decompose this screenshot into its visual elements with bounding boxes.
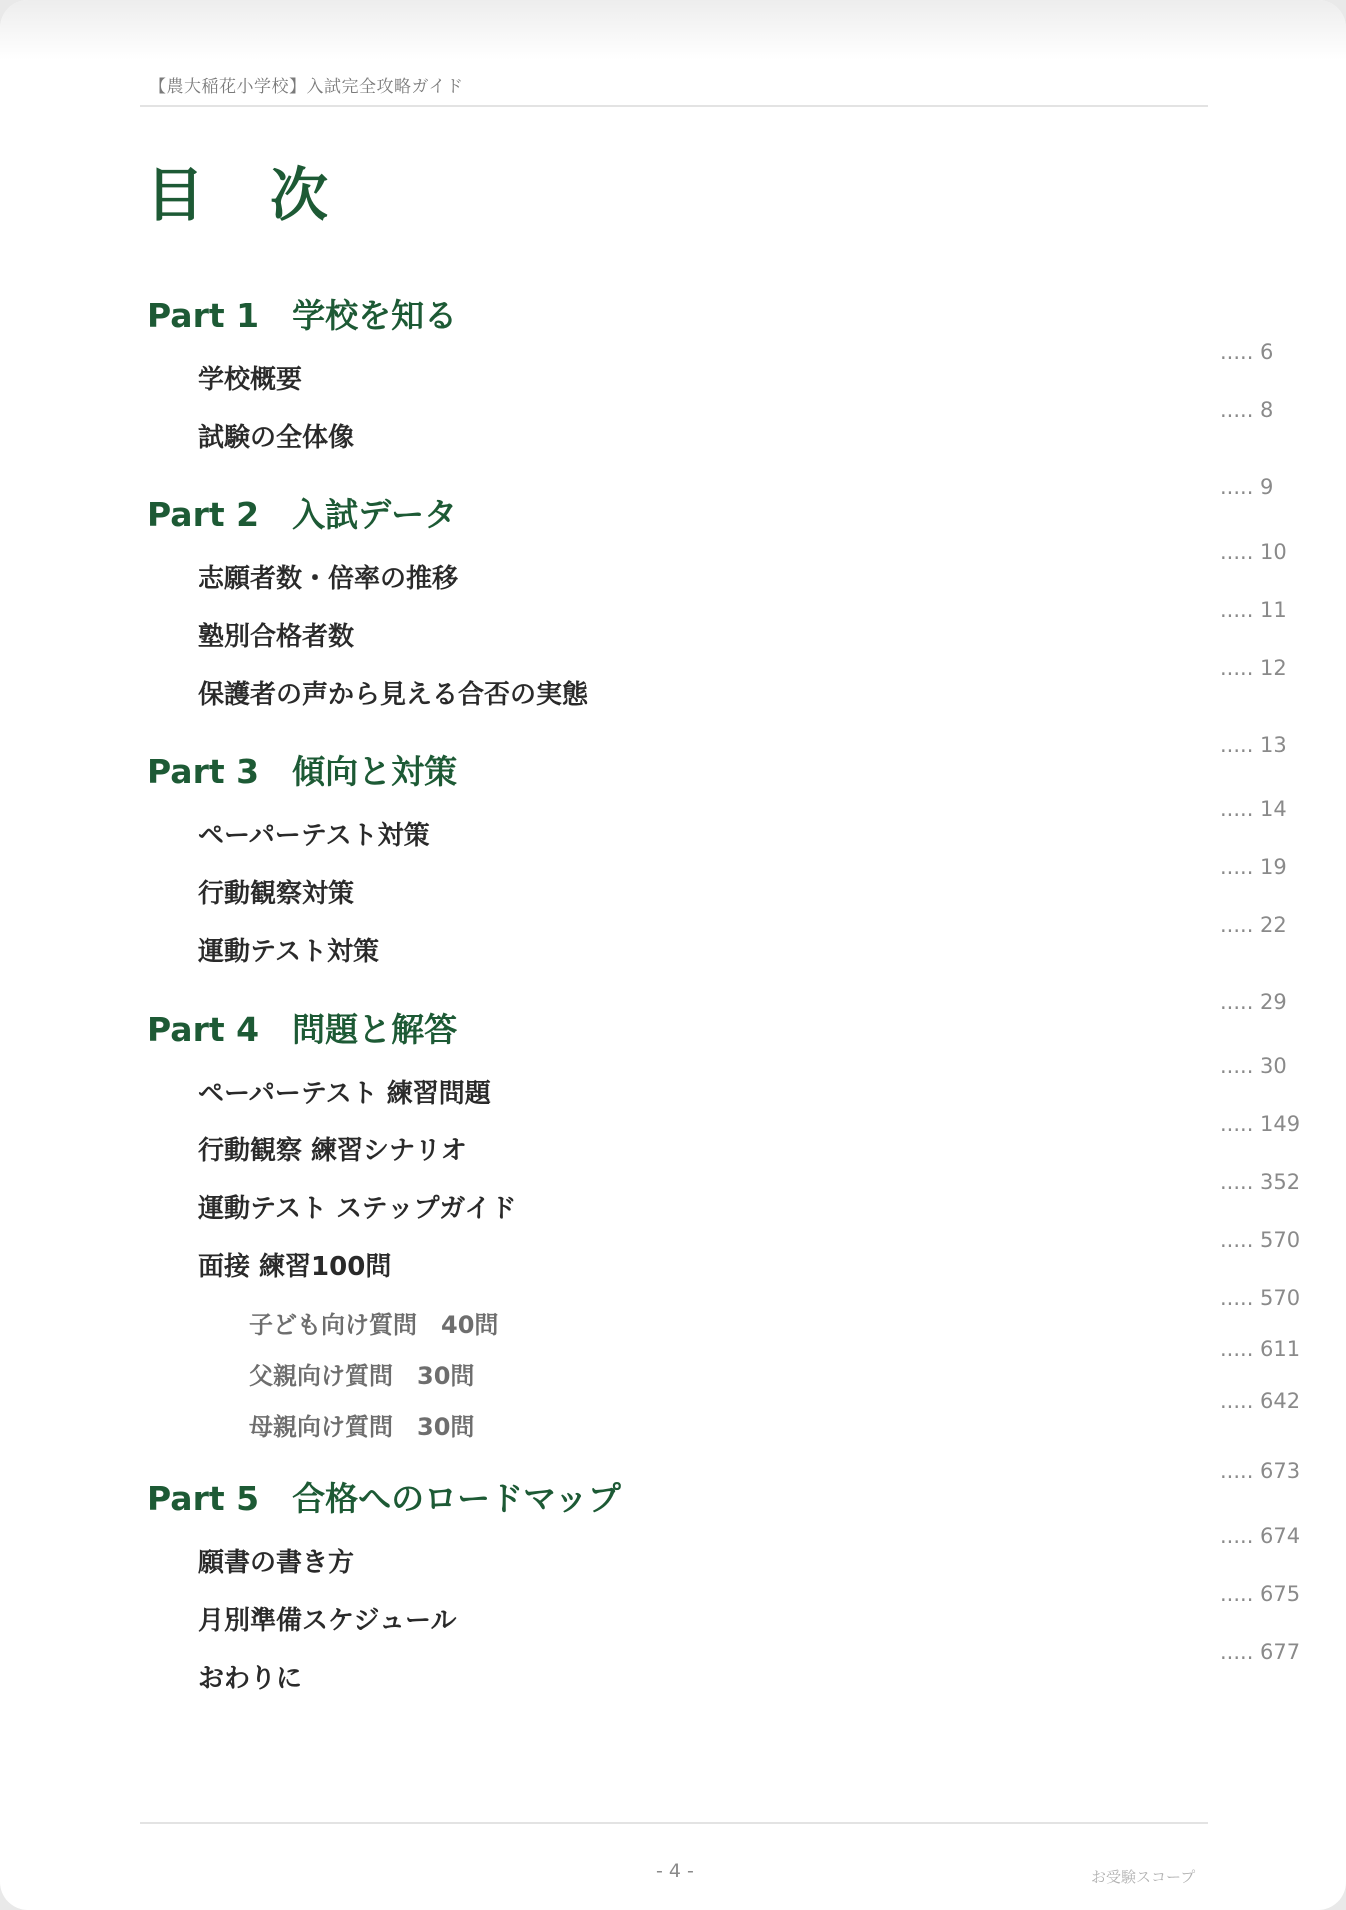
toc-part-4[interactable]: Part 4 問題と解答 bbox=[147, 1010, 458, 1049]
toc-item[interactable]: 運動テスト対策 bbox=[198, 937, 379, 967]
toc-page-number: ..... 677 bbox=[1220, 1640, 1301, 1664]
toc-part-2[interactable]: Part 2 入試データ bbox=[147, 495, 458, 534]
toc-page-number: ..... 570 bbox=[1220, 1228, 1301, 1252]
toc-page-number: ..... 673 bbox=[1220, 1459, 1301, 1483]
toc-page-number: ..... 13 bbox=[1220, 733, 1287, 757]
toc-item[interactable]: ペーパーテスト 練習問題 bbox=[198, 1079, 491, 1109]
toc-page-number: ..... 149 bbox=[1220, 1112, 1301, 1136]
toc-item[interactable]: 志願者数・倍率の推移 bbox=[198, 564, 459, 594]
toc-page-number: ..... 9 bbox=[1220, 475, 1274, 499]
toc-page-number: ..... 29 bbox=[1220, 990, 1287, 1014]
toc-item[interactable]: ペーパーテスト対策 bbox=[198, 821, 430, 851]
toc-page-number: ..... 352 bbox=[1220, 1170, 1301, 1194]
toc-subitem[interactable]: 父親向け質問 30問 bbox=[249, 1362, 475, 1390]
toc-item[interactable]: 行動観察対策 bbox=[198, 879, 355, 909]
toc-part-3[interactable]: Part 3 傾向と対策 bbox=[147, 752, 458, 791]
toc-page-number: ..... 22 bbox=[1220, 913, 1287, 937]
toc-item[interactable]: 面接 練習100問 bbox=[198, 1252, 392, 1282]
toc-item[interactable]: 保護者の声から見える合否の実態 bbox=[198, 680, 589, 710]
toc-page-number: ..... 642 bbox=[1220, 1389, 1301, 1413]
toc-item[interactable]: 試験の全体像 bbox=[198, 423, 355, 453]
toc-page-number: ..... 11 bbox=[1220, 598, 1287, 622]
toc-item[interactable]: 行動観察 練習シナリオ bbox=[198, 1136, 467, 1166]
toc-subitem[interactable]: 子ども向け質問 40問 bbox=[249, 1311, 499, 1339]
toc-page-number: ..... 6 bbox=[1220, 340, 1274, 364]
toc-item[interactable]: 願書の書き方 bbox=[198, 1548, 355, 1578]
toc-page-number: ..... 8 bbox=[1220, 398, 1274, 422]
toc-page-number: ..... 674 bbox=[1220, 1524, 1301, 1548]
toc-item[interactable]: おわりに bbox=[198, 1664, 303, 1694]
toc-part-1[interactable]: Part 1 学校を知る bbox=[147, 296, 458, 335]
toc-page-number: ..... 12 bbox=[1220, 656, 1287, 680]
toc-page-number: ..... 570 bbox=[1220, 1286, 1301, 1310]
toc-page-number: ..... 30 bbox=[1220, 1054, 1287, 1078]
toc-page-number: ..... 14 bbox=[1220, 797, 1287, 821]
footer-divider bbox=[140, 1822, 1208, 1824]
toc-page-number: ..... 10 bbox=[1220, 540, 1287, 564]
toc-item[interactable]: 塾別合格者数 bbox=[198, 622, 355, 652]
toc-item[interactable]: 学校概要 bbox=[198, 365, 303, 395]
toc-subitem[interactable]: 母親向け質問 30問 bbox=[249, 1413, 475, 1441]
footer-brand: お受験スコープ bbox=[1091, 1868, 1196, 1886]
toc-page-number: ..... 19 bbox=[1220, 855, 1287, 879]
page-title: 目 次 bbox=[146, 161, 333, 229]
toc-item[interactable]: 運動テスト ステップガイド bbox=[198, 1194, 517, 1224]
running-header: 【農大稲花小学校】入試完全攻略ガイド bbox=[149, 77, 464, 97]
toc-page-number: ..... 611 bbox=[1220, 1337, 1301, 1361]
page-top-shadow bbox=[0, 0, 1346, 60]
header-divider bbox=[140, 105, 1208, 107]
footer-page-number: - 4 - bbox=[656, 1860, 694, 1882]
toc-page-number: ..... 675 bbox=[1220, 1582, 1301, 1606]
toc-part-5[interactable]: Part 5 合格へのロードマップ bbox=[147, 1479, 621, 1518]
toc-item[interactable]: 月別準備スケジュール bbox=[198, 1606, 457, 1636]
